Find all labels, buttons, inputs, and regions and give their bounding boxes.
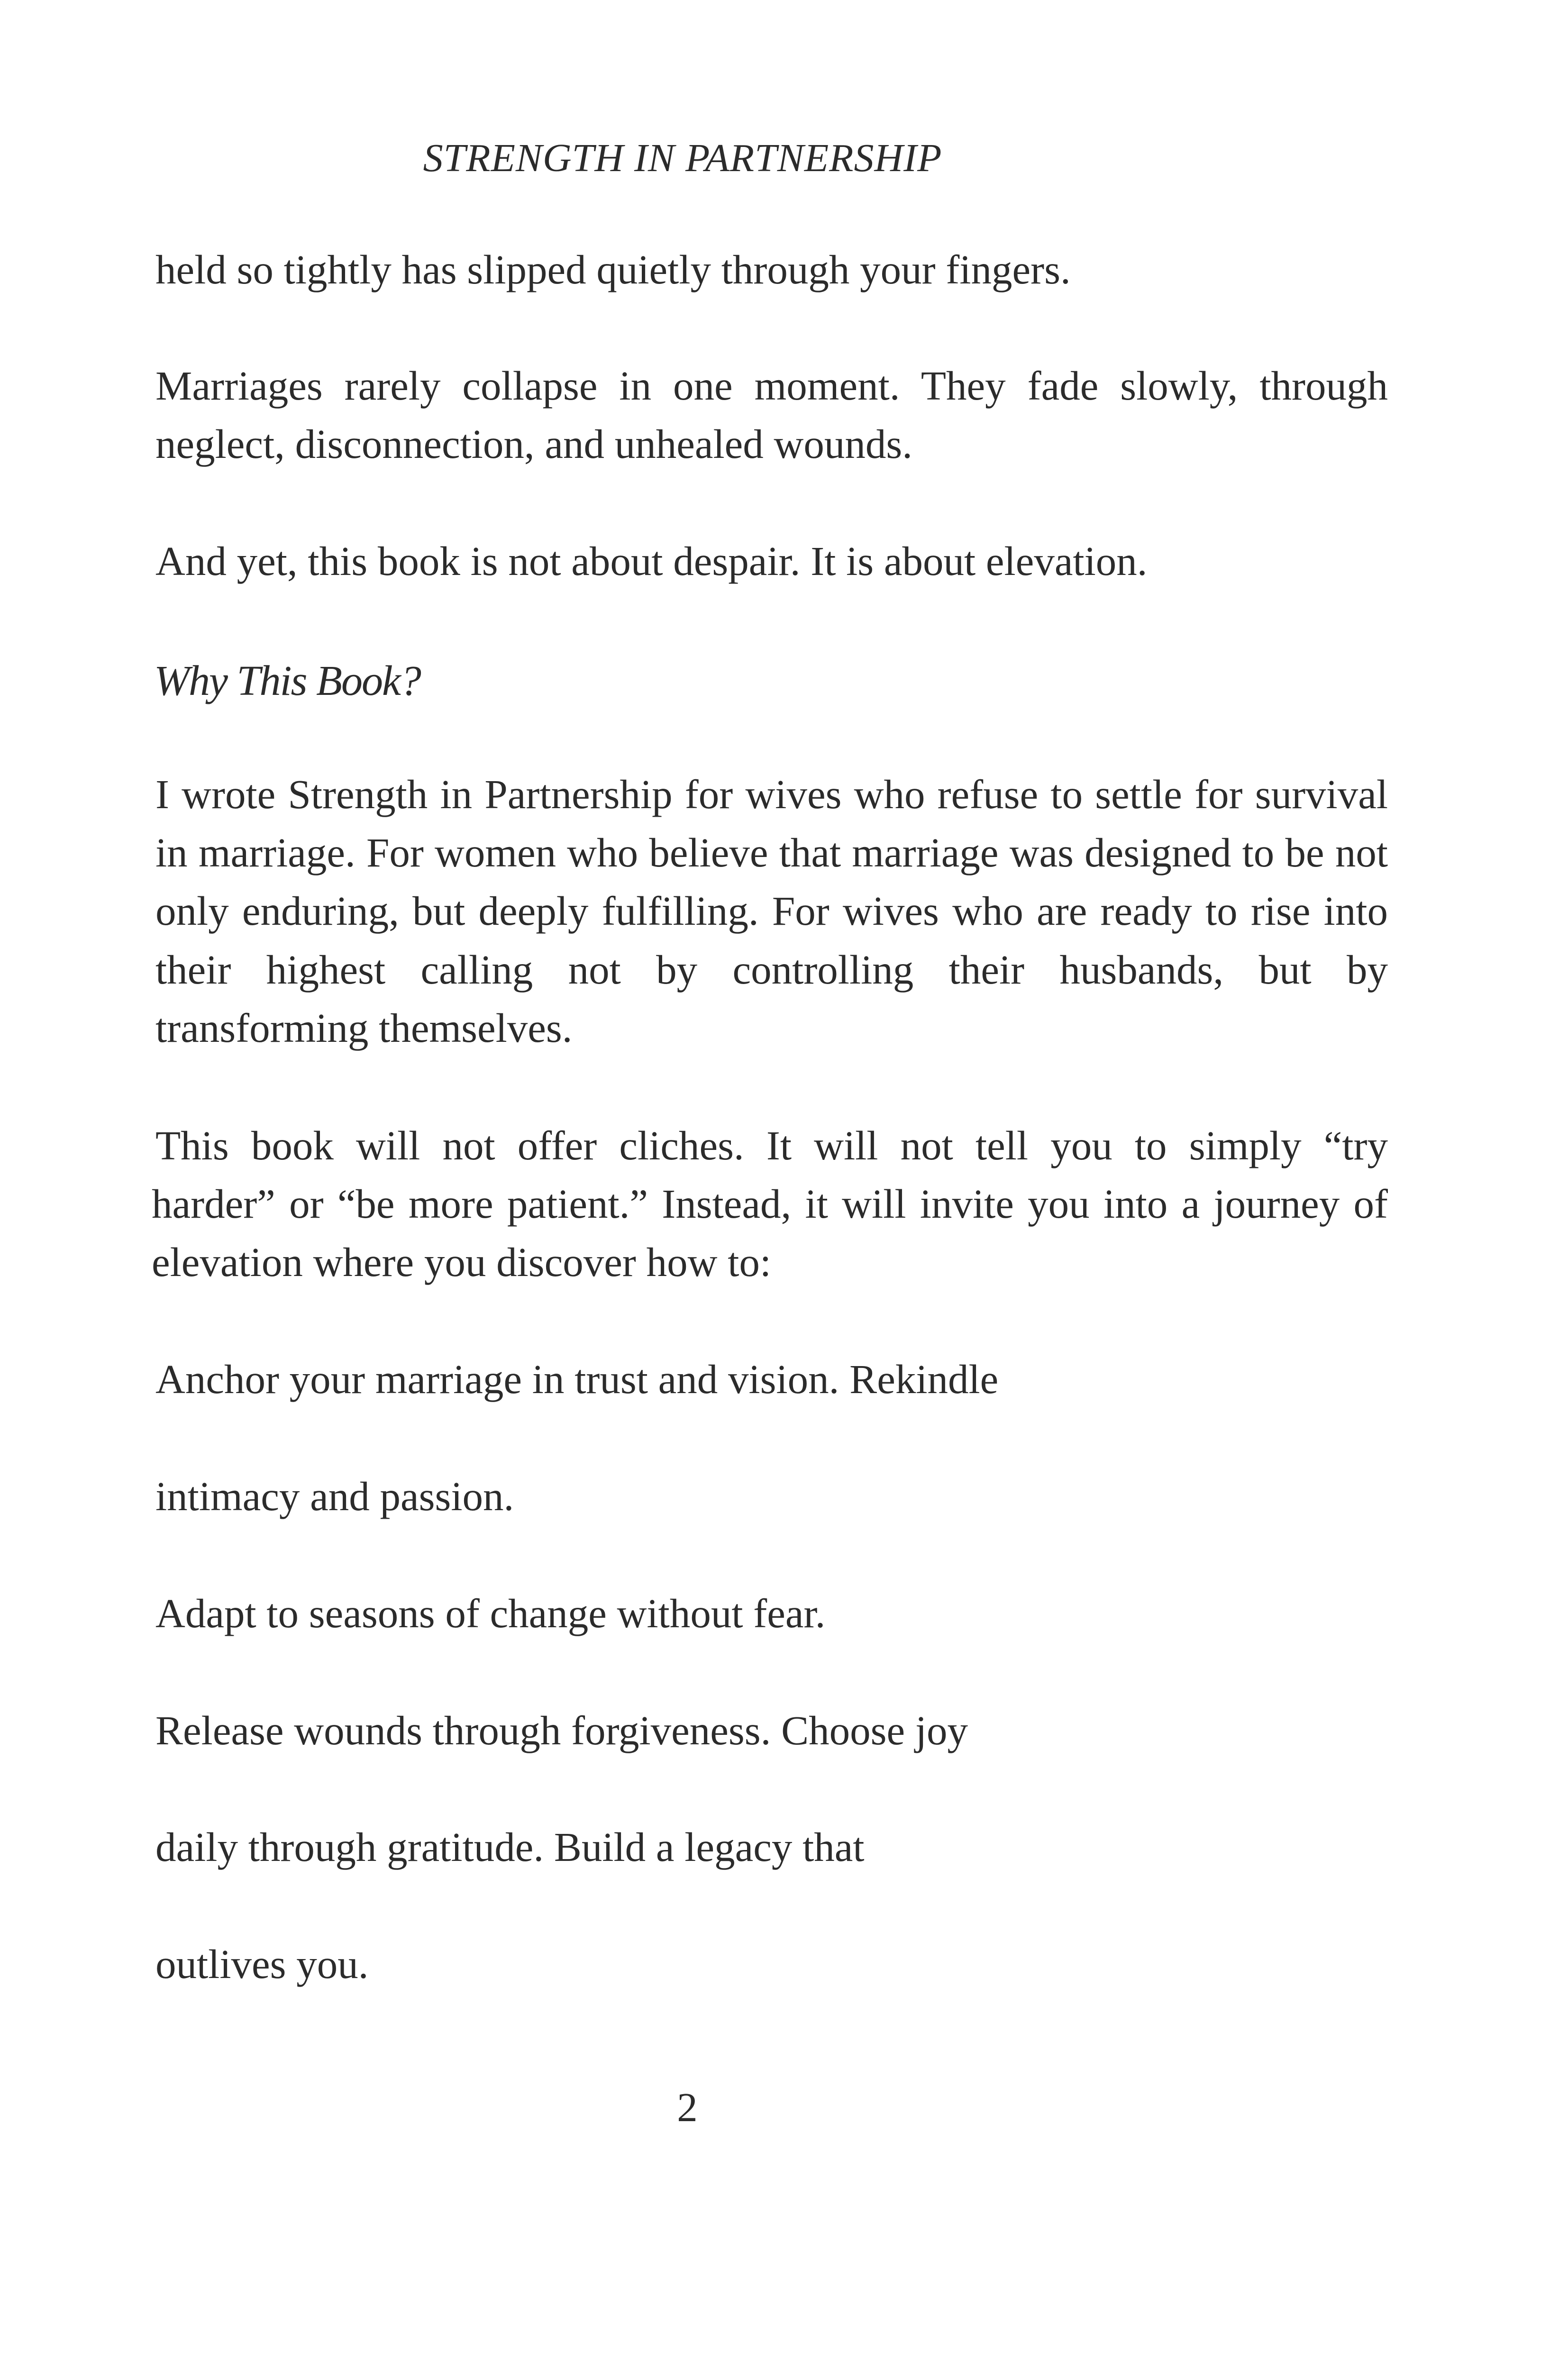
body-text-line: transforming themselves. bbox=[155, 1005, 573, 1051]
body-text-line: in marriage. For women who believe that marriage was designed to be not bbox=[155, 830, 1388, 875]
page-number: 2 bbox=[677, 2084, 698, 2130]
section-heading: Why This Book? bbox=[154, 657, 420, 704]
body-text-line: Marriages rarely collapse in one moment. They fade slowly, through bbox=[155, 363, 1388, 409]
body-text-line: their highest calling not by controlling their husbands, but by bbox=[155, 947, 1388, 993]
list-line: intimacy and passion. bbox=[155, 1473, 514, 1519]
body-text-line: elevation where you discover how to: bbox=[152, 1239, 772, 1285]
body-text-line: held so tightly has slipped quietly through your fingers. bbox=[155, 246, 1071, 292]
body-text-line: harder” or “be more patient.” Instead, it will invite you into a journey of bbox=[152, 1181, 1388, 1227]
list-line: daily through gratitude. Build a legacy that bbox=[155, 1824, 865, 1870]
list-line: outlives you. bbox=[155, 1941, 369, 1987]
body-text-line: I wrote Strength in Partnership for wives who refuse to settle for survival bbox=[155, 771, 1388, 817]
list-line: Release wounds through forgiveness. Choose joy bbox=[155, 1707, 968, 1753]
body-text-line: only enduring, but deeply fulfilling. For wives who are ready to rise into bbox=[155, 888, 1388, 934]
body-text-line: This book will not offer cliches. It will not tell you to simply “try bbox=[155, 1122, 1388, 1168]
list-line: Anchor your marriage in trust and vision. Rekindle bbox=[155, 1356, 999, 1402]
running-head: STRENGTH IN PARTNERSHIP bbox=[423, 136, 942, 180]
body-text-line: And yet, this book is not about despair. It is about elevation. bbox=[155, 538, 1148, 584]
body-text-line: neglect, disconnection, and unhealed wounds. bbox=[155, 421, 912, 467]
list-line: Adapt to seasons of change without fear. bbox=[155, 1590, 826, 1636]
